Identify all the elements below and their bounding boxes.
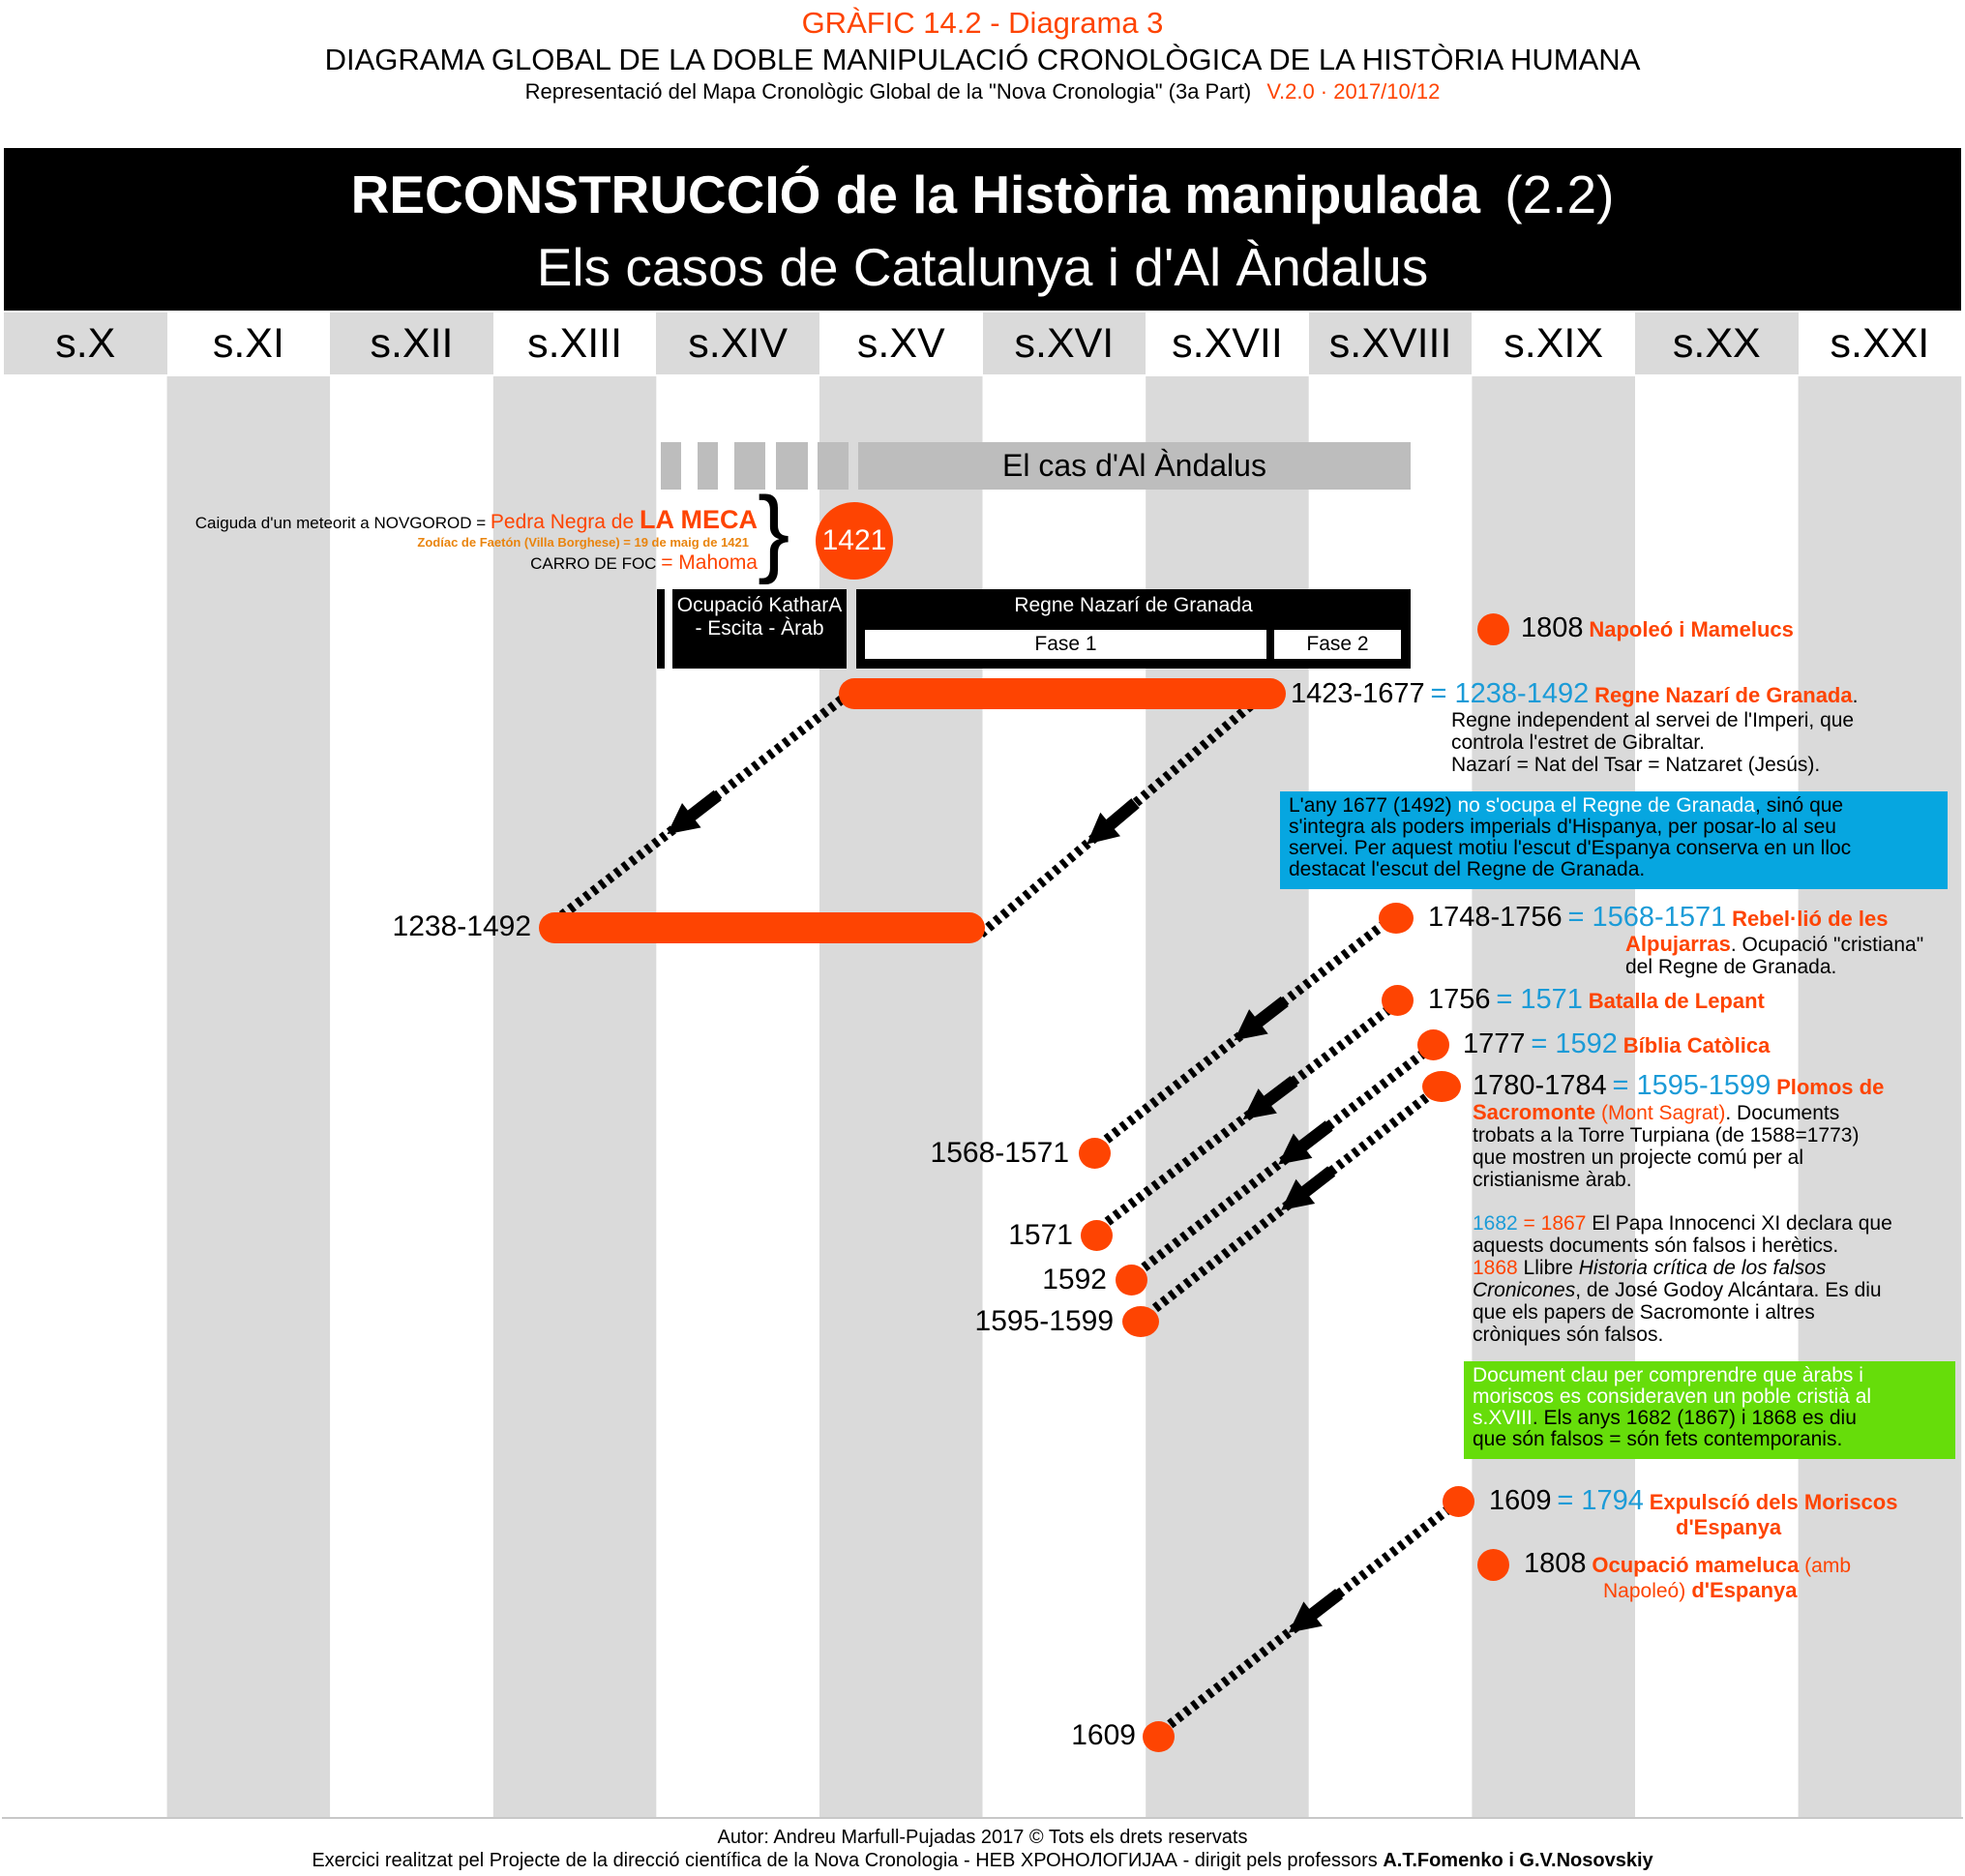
label-1571: 1571 — [1008, 1219, 1073, 1251]
nazari-block-label: Regne Nazarí de Granada — [1014, 594, 1253, 616]
dot-alpujarras — [1379, 903, 1414, 934]
century-header: s.XIV — [656, 313, 819, 374]
block-edge — [657, 589, 665, 669]
ocupacio-label: Ocupació KatharA - Escita - Àrab — [676, 594, 843, 640]
plomos-desc-4: cristianisme àrab. — [1473, 1169, 1632, 1191]
dot-1592 — [1116, 1265, 1147, 1295]
alpujarras-eq: = 1568-1571 — [1567, 902, 1727, 933]
dot-mameluca — [1477, 1549, 1509, 1581]
biblia-year: 1777 — [1463, 1028, 1526, 1059]
label-1238-1492: 1238-1492 — [392, 910, 531, 942]
footer-author: Autor: Andreu Marfull-Pujadas 2017 © Tots els drets reservats — [717, 1827, 1248, 1848]
blue-box-year: L'any 1677 (1492) — [1289, 794, 1452, 817]
al-andalus-bar: El cas d'Al Àndalus — [858, 442, 1411, 490]
plomos-p3a: 1868 — [1473, 1257, 1518, 1279]
green-note-box — [1464, 1361, 1955, 1459]
faded-segment — [661, 442, 681, 490]
label-1592: 1592 — [1042, 1264, 1107, 1295]
century-column — [330, 376, 493, 1818]
century-header: s.XVII — [1146, 313, 1309, 374]
faded-segment — [818, 442, 849, 490]
alpujarras-desc-1: . Ocupació "cristiana" — [1730, 934, 1924, 956]
note-plomos — [1473, 1070, 1892, 1346]
century-header: s.X — [4, 313, 167, 374]
century-header: s.XVIII — [1309, 313, 1473, 374]
plomos-desc-3: que mostren un projecte comú per al — [1473, 1146, 1804, 1169]
blue-box-line-2: s'integra als poders imperials d'Hispanya, per posar-lo al seu — [1289, 816, 1836, 838]
biblia-label: Bíblia Catòlica — [1623, 1033, 1771, 1057]
mameluca-label-c: Napoleó) — [1603, 1580, 1686, 1602]
label-1568-1571: 1568-1571 — [930, 1137, 1069, 1169]
note-nazari — [1291, 678, 1858, 776]
century-header: s.XIX — [1472, 313, 1635, 374]
blue-note-box — [1280, 791, 1948, 889]
century-header: s.XIII — [493, 313, 657, 374]
moriscos-year: 1609 — [1489, 1485, 1552, 1516]
century-header: s.XXI — [1799, 313, 1962, 374]
plomos-label-2b: (Mont Sagrat) — [1595, 1102, 1726, 1124]
nazari-block — [856, 589, 1411, 669]
plomos-p1a: 1682 — [1473, 1212, 1518, 1235]
mameluca-year: 1808 — [1524, 1548, 1587, 1579]
note-napoleo — [1521, 612, 1794, 643]
plomos-p4b: , de José Godoy Alcántara. Es diu — [1575, 1279, 1882, 1301]
label-1595-1599: 1595-1599 — [974, 1305, 1114, 1337]
label-1609: 1609 — [1071, 1719, 1136, 1751]
meteor-carro: CARRO DE FOC — [530, 554, 662, 573]
year-1421-circle: 1421 — [816, 502, 893, 580]
blue-box-line-3: servei. Per aquest motiu l'escut d'Espanya conserva en un lloc — [1289, 837, 1852, 859]
century-header: s.XVI — [983, 313, 1146, 374]
nazari-eq: = 1238-1492 — [1430, 678, 1590, 709]
century-header: s.XI — [167, 313, 331, 374]
banner-line-2: Els casos de Catalunya i d'Al Àndalus — [536, 237, 1429, 297]
bar-1238-1492 — [539, 912, 985, 943]
title-banner — [4, 148, 1961, 311]
version: V.2.0 · 2017/10/12 — [1266, 79, 1441, 104]
meteor-la-meca: LA MECA — [640, 505, 758, 534]
plomos-p6: cròniques són falsos. — [1473, 1324, 1664, 1346]
note-moriscos — [1489, 1485, 1897, 1539]
note-biblia — [1463, 1028, 1770, 1059]
mameluca-label-b: (amb — [1799, 1555, 1852, 1577]
lepant-year: 1756 — [1428, 984, 1491, 1015]
alpujarras-desc-2: del Regne de Granada. — [1625, 956, 1837, 978]
blue-box-line-4: destacat l'escut del Regne de Granada. — [1289, 858, 1646, 880]
napoleo-year: 1808 — [1521, 612, 1584, 643]
meteor-novgorod: Caiguda d'un meteorit a NOVGOROD = — [194, 514, 491, 532]
century-column — [4, 376, 167, 1818]
plomos-label-1: Plomos de — [1776, 1075, 1885, 1099]
green-box-century: s.XVIII — [1473, 1407, 1533, 1429]
fase-2: Fase 2 — [1274, 630, 1401, 659]
footer-professors: A.T.Fomenko i G.V.Nosovskiy — [1383, 1850, 1653, 1871]
blue-box-highlight: no s'ocupa el Regne de Granada — [1451, 794, 1756, 817]
graphic-label: GRÀFIC 14.2 - Diagrama 3 — [801, 6, 1164, 40]
plomos-desc-2: trobats a la Torre Turpiana (de 1588=1773) — [1473, 1124, 1860, 1146]
green-box-line-1: Document clau per comprendre que àrabs i — [1473, 1364, 1863, 1386]
moriscos-label-2: d'Espanya — [1676, 1515, 1782, 1539]
biblia-eq: = 1592 — [1531, 1028, 1618, 1059]
note-lepant — [1428, 984, 1765, 1015]
nazari-year: 1423-1677 — [1291, 678, 1425, 709]
dot-1568-1571 — [1079, 1138, 1111, 1169]
lepant-label: Batalla de Lepant — [1588, 989, 1765, 1013]
nazari-desc-1: Regne independent al servei de l'Imperi, que — [1451, 709, 1855, 731]
plomos-p1c: El Papa Innocenci XI declara que — [1586, 1212, 1892, 1235]
banner-heading: RECONSTRUCCIÓ de la Història manipulada — [350, 164, 1481, 224]
plomos-p5: que els papers de Sacromonte i altres — [1473, 1301, 1815, 1324]
footer-project: Exercici realitzat pel Projecte de la direcció científica de la Nova Cronologia - НЕВ ХРОНОЛОГИJАА - dirigit pels professors — [312, 1850, 1384, 1871]
meteor-zodiac: Zodíac de Faetón (Villa Borghese) = 19 de maig de 1421 — [417, 535, 749, 550]
main-title: DIAGRAMA GLOBAL DE LA DOBLE MANIPULACIÓ CRONOLÒGICA DE LA HISTÒRIA HUMANA — [324, 43, 1641, 76]
meteor-line-3 — [530, 551, 758, 575]
dot-1571 — [1081, 1220, 1113, 1251]
dot-moriscos — [1443, 1486, 1474, 1517]
plomos-label-2: Sacromonte — [1473, 1100, 1596, 1124]
note-mameluca — [1524, 1548, 1851, 1602]
plomos-eq: = 1595-1599 — [1612, 1070, 1771, 1101]
faded-segment — [698, 442, 718, 490]
century-header: s.XII — [330, 313, 493, 374]
nazari-dot: . — [1852, 685, 1859, 707]
dot-1595-1599 — [1122, 1306, 1159, 1337]
dot-napoleo — [1477, 613, 1509, 645]
moriscos-eq: = 1794 — [1557, 1485, 1644, 1516]
century-header: s.XV — [819, 313, 983, 374]
mameluca-label-d: d'Espanya — [1685, 1578, 1798, 1602]
century-column — [167, 376, 331, 1818]
banner-line-1 — [4, 164, 1961, 225]
ocupacio-block — [672, 589, 847, 669]
plomos-p1b: = 1867 — [1517, 1212, 1587, 1235]
mameluca-label-a: Ocupació mameluca — [1592, 1553, 1800, 1577]
dot-1609 — [1143, 1721, 1175, 1752]
nazari-desc-2: controla l'estret de Gibraltar. — [1451, 731, 1705, 754]
blue-box-tail: , sinó que — [1755, 794, 1844, 817]
alpujarras-label-1: Rebel·lió de les — [1732, 907, 1889, 931]
curly-brace: } — [758, 477, 790, 585]
dot-plomos — [1422, 1071, 1461, 1102]
meteor-mahoma: = Mahoma — [661, 551, 758, 574]
plomos-year: 1780-1784 — [1473, 1070, 1607, 1101]
napoleo-label: Napoleó i Mamelucs — [1589, 617, 1794, 641]
dot-biblia — [1417, 1029, 1449, 1060]
subtitle-line — [0, 79, 1965, 104]
plomos-desc-1: . Documents — [1725, 1102, 1840, 1124]
banner-number: (2.2) — [1504, 164, 1615, 224]
plomos-p4a: Cronicones — [1473, 1279, 1576, 1301]
plomos-p2: aquests documents són falsos i herètics. — [1473, 1235, 1839, 1257]
nazari-desc-3: Nazarí = Nat del Tsar = Natzaret (Jesús). — [1451, 754, 1821, 776]
subtitle: Representació del Mapa Cronològic Global de la "Nova Cronologia" (3a Part) — [524, 79, 1252, 104]
green-box-line-4: que són falsos = són fets contemporanis. — [1473, 1428, 1843, 1450]
moriscos-label-1: Expulscíó dels Moriscos — [1649, 1490, 1898, 1514]
fase-1: Fase 1 — [865, 630, 1266, 659]
green-box-line-3: . Els anys 1682 (1867) i 1868 es diu — [1532, 1407, 1857, 1429]
meteor-line-1 — [195, 505, 758, 535]
nazari-label: Regne Nazarí de Granada — [1594, 683, 1853, 707]
plomos-p3c: Historia crítica de los falsos — [1578, 1257, 1827, 1279]
bar-1423-1677 — [839, 678, 1286, 709]
century-header: s.XX — [1635, 313, 1799, 374]
plomos-p3b: Llibre — [1517, 1257, 1579, 1279]
lepant-eq: = 1571 — [1496, 984, 1583, 1015]
dot-lepant — [1382, 985, 1414, 1016]
meteor-pedra: Pedra Negra de — [490, 511, 640, 533]
alpujarras-year: 1748-1756 — [1428, 902, 1563, 933]
footer-credits — [0, 1849, 1965, 1872]
green-box-line-2: moriscos es consideraven un poble cristià al — [1473, 1385, 1872, 1408]
note-alpujarras — [1428, 902, 1923, 978]
alpujarras-label-2: Alpujarras — [1625, 932, 1731, 956]
